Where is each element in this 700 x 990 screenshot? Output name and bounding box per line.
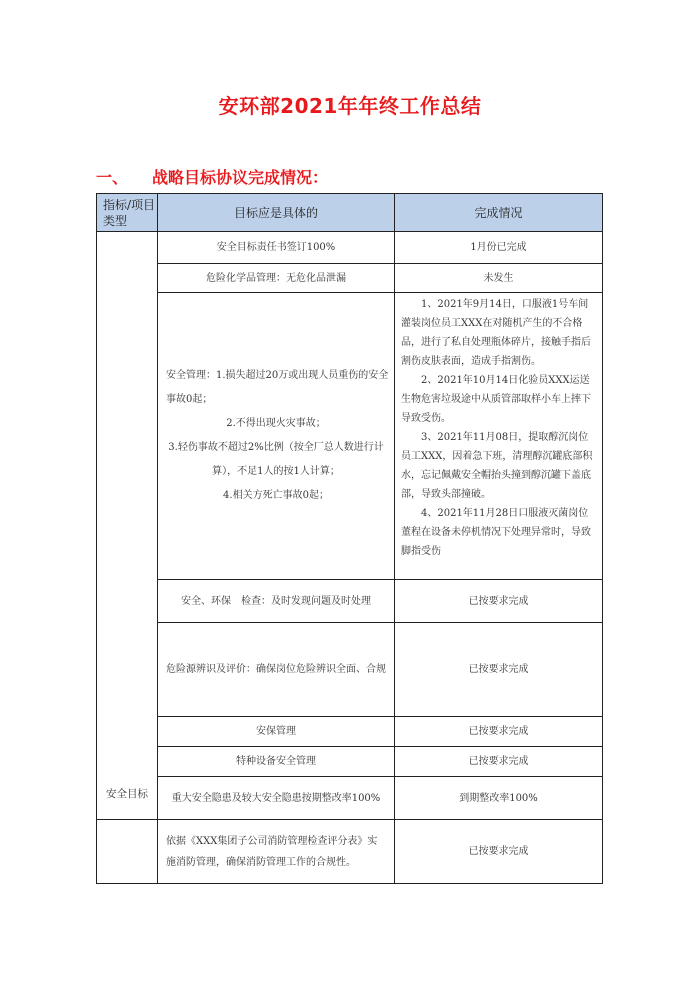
result-cell: 到期整改率100% bbox=[395, 777, 603, 820]
target-line: 2.不得出现火灾事故； bbox=[226, 418, 326, 429]
section-title: 战略目标协议完成情况： bbox=[152, 168, 329, 187]
result-cell: 已按要求完成 bbox=[395, 717, 603, 747]
result-cell: 已按要求完成 bbox=[395, 623, 603, 717]
header-category: 指标/项目类型 bbox=[97, 194, 158, 232]
table-header-row bbox=[97, 194, 603, 232]
table-row bbox=[97, 717, 603, 747]
target-cell: 危险化学品管理：无危化品泄漏 bbox=[158, 264, 395, 293]
goals-table bbox=[96, 193, 603, 884]
result-cell bbox=[395, 293, 603, 580]
target-line: 4.相关方死亡事故0起； bbox=[223, 490, 329, 501]
table-row bbox=[97, 747, 603, 777]
result-cell: 未发生 bbox=[395, 264, 603, 293]
target-cell: 安全、环保 检查：及时发现问题及时处理 bbox=[158, 580, 395, 623]
table-row bbox=[97, 293, 603, 580]
result-paragraph: 3、2021年11月08日，提取醇沉岗位员工XXX，因着急下班，清理醇沉罐底部积水，忘记佩戴安全帽抬头撞到醇沉罐下盖底部，导致头部撞破。 bbox=[401, 432, 593, 500]
table-row bbox=[97, 623, 603, 717]
section-number: 一、 bbox=[96, 168, 129, 187]
result-cell: 已按要求完成 bbox=[395, 747, 603, 777]
target-cell: 特种设备安全管理 bbox=[158, 747, 395, 777]
section-heading bbox=[96, 165, 328, 188]
result-cell: 已按要求完成 bbox=[395, 580, 603, 623]
target-cell: 安全目标责任书签订100% bbox=[158, 232, 395, 264]
category-cell: 安全目标 bbox=[97, 232, 158, 820]
header-target: 目标应是具体的 bbox=[158, 194, 395, 232]
target-line: 3.轻伤事故不超过2%比例（按全厂总人数进行计算），不足1人的按1人计算； bbox=[168, 442, 384, 477]
result-paragraph: 1、2021年9月14日，口服液1号车间灌装岗位员工XXX在对随机产生的不合格品，进行了私自处理瓶体碎片，接触手指后割伤皮肤表面，造成手指割伤。 bbox=[401, 299, 591, 367]
result-cell: 已按要求完成 bbox=[395, 820, 603, 884]
table-row bbox=[97, 264, 603, 293]
result-paragraph: 2、2021年10月14日化验员XXX运送生物危害垃圾途中从质管部取样小车上摔下导致受伤。 bbox=[401, 375, 591, 424]
table-row bbox=[97, 580, 603, 623]
target-line: 安全管理：1.损失超过20万或出现人员重伤的安全事故0起； bbox=[166, 370, 389, 405]
result-cell: 1月份已完成 bbox=[395, 232, 603, 264]
result-paragraph: 4、2021年11月28日口服液灭菌岗位董程在设备未停机情况下处理异常时，导致脚指受伤 bbox=[401, 508, 591, 557]
target-cell: 重大安全隐患及较大安全隐患按期整改率100% bbox=[158, 777, 395, 820]
header-result: 完成情况 bbox=[395, 194, 603, 232]
table-row bbox=[97, 777, 603, 820]
target-cell: 依据《XXX集团子公司消防管理检查评分表》实施消防管理，确保消防管理工作的合规性。 bbox=[158, 820, 395, 884]
table-row bbox=[97, 232, 603, 264]
target-cell bbox=[158, 293, 395, 580]
target-cell: 危险源辨识及评价：确保岗位危险辨识全面、合规 bbox=[158, 623, 395, 717]
page-title: 安环部2021年年终工作总结 bbox=[218, 94, 482, 118]
target-cell: 安保管理 bbox=[158, 717, 395, 747]
empty-category-cell bbox=[97, 820, 158, 884]
table-row bbox=[97, 820, 603, 884]
